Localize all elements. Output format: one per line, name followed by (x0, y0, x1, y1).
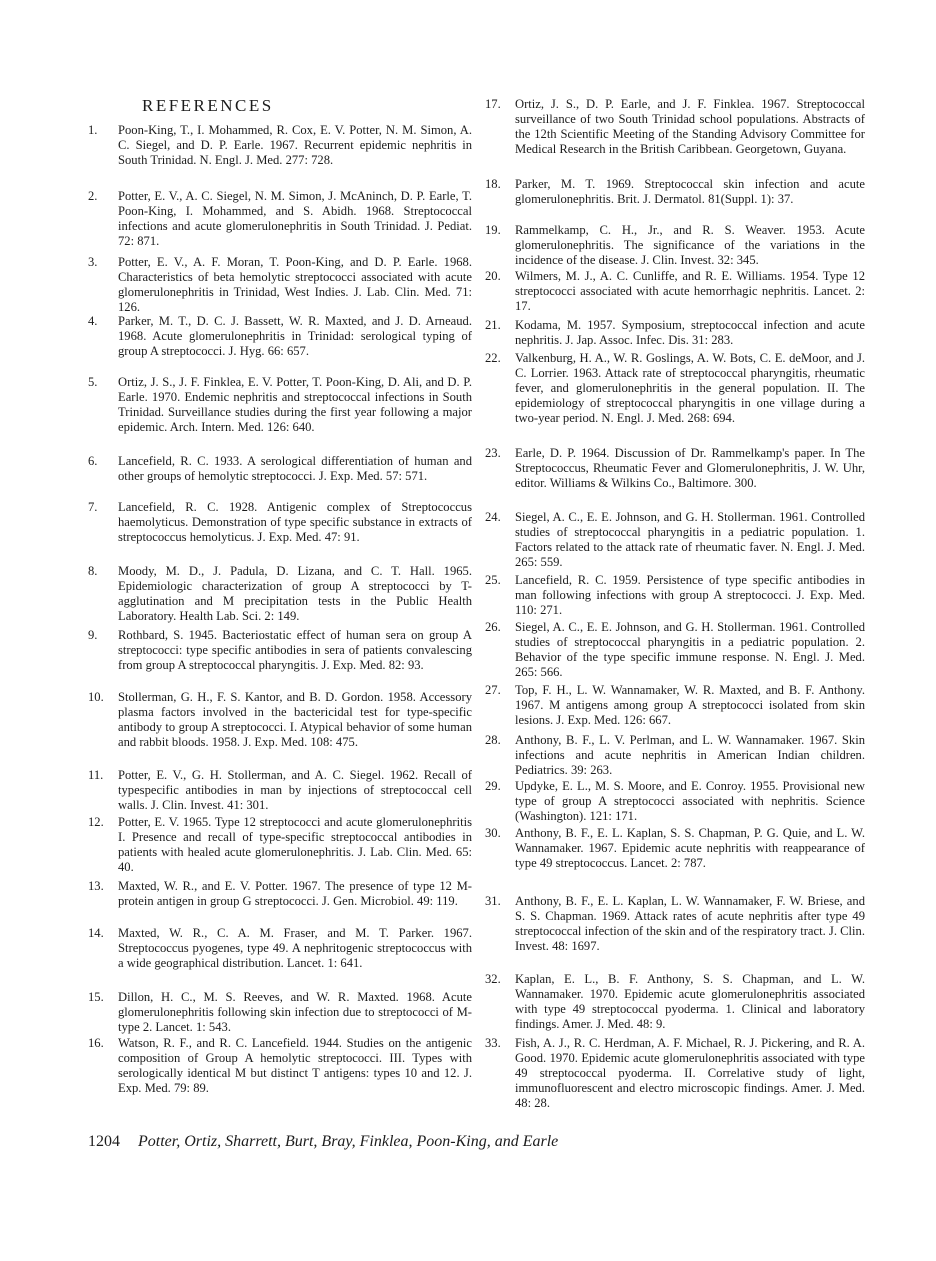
reference-item (88, 815, 472, 875)
reference-number: 11. (88, 768, 104, 782)
reference-text: Potter, E. V., G. H. Stollerman, and A. C. Siegel. 1962. Recall of typespecific antibodies in man by injections of streptococcal cell walls. J. Clin. Invest. 41: 301. (118, 768, 472, 813)
reference-item (88, 189, 472, 249)
reference-number: 31. (485, 894, 501, 908)
reference-number: 27. (485, 683, 501, 697)
reference-item (485, 318, 865, 348)
reference-item (88, 628, 472, 673)
reference-number: 8. (88, 564, 98, 578)
reference-text: Anthony, B. F., E. L. Kaplan, L. W. Wannamaker, F. W. Briese, and S. S. Chapman. 1969. Attack rates of acute nephritis after type 49 streptococcal infection of the skin and of the respiratory tract. J. Clin. Invest. 48: 1697. (515, 894, 865, 954)
reference-number: 18. (485, 177, 501, 191)
reference-item (485, 97, 865, 157)
reference-number: 13. (88, 879, 104, 893)
reference-item (485, 351, 865, 426)
reference-text: Potter, E. V., A. C. Siegel, N. M. Simon, J. McAninch, D. P. Earle, T. Poon-King, I. Mohammed, and S. Abidh. 1968. Streptococcal infections and acute glomerulonephritis in South Trinidad. J. Pediat. 72: 871. (118, 189, 472, 249)
reference-text: Watson, R. F., and R. C. Lancefield. 1944. Studies on the antigenic composition of Group A hemolytic streptococci. III. Types with serologically identical M but distinct T antigens: types 10 and 12. J. Exp. Med. 79: 89. (118, 1036, 472, 1096)
reference-text: Kodama, M. 1957. Symposium, streptococcal infection and acute nephritis. J. Jap. Assoc. Infec. Dis. 31: 283. (515, 318, 865, 348)
reference-text: Kaplan, E. L., B. F. Anthony, S. S. Chapman, and L. W. Wannamaker. 1970. Epidemic acute glomerulonephritis associated with type 49 streptococcal pyoderma. 1. Clinical and laboratory findings. Amer. J. Med. 48: 9. (515, 972, 865, 1032)
reference-text: Ortiz, J. S., J. F. Finklea, E. V. Potter, T. Poon-King, D. Ali, and D. P. Earle. 1970. Endemic nephritis and streptococcal infections in South Trinidad. Surveillance studies during the first year following a major epidemic. Arch. Intern. Med. 126: 640. (118, 375, 472, 435)
reference-text: Parker, M. T., D. C. J. Bassett, W. R. Maxted, and J. D. Arneaud. 1968. Acute glomerulonephritis in Trinidad: serological typing of group A streptococci. J. Hyg. 66: 657. (118, 314, 472, 359)
reference-text: Potter, E. V., A. F. Moran, T. Poon-King, and D. P. Earle. 1968. Characteristics of beta hemolytic streptococci associated with acute glomerulonephritis in Trinidad, West Indies. J. Lab. Clin. Med. 71: 126. (118, 255, 472, 315)
reference-text: Top, F. H., L. W. Wannamaker, W. R. Maxted, and B. F. Anthony. 1967. M antigens among group A streptococci isolated from skin lesions. J. Exp. Med. 126: 667. (515, 683, 865, 728)
reference-text: Dillon, H. C., M. S. Reeves, and W. R. Maxted. 1968. Acute glomerulonephritis following skin infection due to streptococci of M-type 2. Lancet. 1: 543. (118, 990, 472, 1035)
reference-number: 7. (88, 500, 98, 514)
reference-item (88, 1036, 472, 1096)
reference-text: Poon-King, T., I. Mohammed, R. Cox, E. V. Potter, N. M. Simon, A. C. Siegel, and D. P. Earle. 1967. Recurrent epidemic nephritis in South Trinidad. N. Engl. J. Med. 277: 728. (118, 123, 472, 168)
page-heading: REFERENCES (142, 96, 274, 115)
reference-number: 1. (88, 123, 98, 137)
reference-number: 4. (88, 314, 98, 328)
reference-number: 16. (88, 1036, 104, 1050)
reference-item (88, 454, 472, 484)
reference-number: 24. (485, 510, 501, 524)
reference-item (88, 768, 472, 813)
reference-text: Ortiz, J. S., D. P. Earle, and J. F. Finklea. 1967. Streptococcal surveillance of two South Trinidad school populations. Abstracts of the 12th Scientific Meeting of the Standing Advisory Committee for Medical Research in the British Caribbean. Georgetown, Guyana. (515, 97, 865, 157)
reference-number: 23. (485, 446, 501, 460)
reference-text: Lancefield, R. C. 1933. A serological differentiation of human and other groups of hemolytic streptococci. J. Exp. Med. 57: 571. (118, 454, 472, 484)
reference-item (485, 826, 865, 871)
reference-item (485, 223, 865, 268)
reference-text: Parker, M. T. 1969. Streptococcal skin infection and acute glomerulonephritis. Brit. J. Dermatol. 81(Suppl. 1): 37. (515, 177, 865, 207)
reference-text: Potter, E. V. 1965. Type 12 streptococci and acute glomerulonephritis I. Presence and recall of type-specific streptococcal antibodies in patients with healed acute glomerulonephritis. J. Lab. Clin. Med. 65: 40. (118, 815, 472, 875)
reference-number: 15. (88, 990, 104, 1004)
reference-text: Lancefield, R. C. 1959. Persistence of type specific antibodies in man following infections with group A streptococci. J. Exp. Med. 110: 271. (515, 573, 865, 618)
reference-number: 6. (88, 454, 98, 468)
reference-number: 5. (88, 375, 98, 389)
reference-number: 25. (485, 573, 501, 587)
reference-text: Maxted, W. R., and E. V. Potter. 1967. The presence of type 12 M-protein antigen in group G streptococci. J. Gen. Microbiol. 49: 119. (118, 879, 472, 909)
reference-item (88, 564, 472, 624)
reference-item (88, 314, 472, 359)
reference-text: Siegel, A. C., E. E. Johnson, and G. H. Stollerman. 1961. Controlled studies of streptococcal pharyngitis in a pediatric population. 2. Behavior of the type specific immune response. N. Engl. J. Med. 265: 566. (515, 620, 865, 680)
reference-item (88, 926, 472, 971)
reference-item (88, 255, 472, 315)
reference-item (88, 375, 472, 435)
reference-text: Updyke, E. L., M. S. Moore, and E. Conroy. 1955. Provisional new type of group A streptococci associated with nephritis. Science (Washington). 121: 171. (515, 779, 865, 824)
reference-text: Anthony, B. F., E. L. Kaplan, S. S. Chapman, P. G. Quie, and L. W. Wannamaker. 1967. Epidemic acute nephritis with reappearance of type 49 streptococcus. Lancet. 2: 787. (515, 826, 865, 871)
reference-item (485, 894, 865, 954)
reference-text: Wilmers, M. J., A. C. Cunliffe, and R. E. Williams. 1954. Type 12 streptococci associated with acute hemorrhagic nephritis. Lancet. 2: 17. (515, 269, 865, 314)
reference-item (485, 269, 865, 314)
reference-number: 17. (485, 97, 501, 111)
reference-item (88, 990, 472, 1035)
reference-number: 9. (88, 628, 98, 642)
running-authors: Potter, Ortiz, Sharrett, Burt, Bray, Finklea, Poon-King, and Earle (138, 1133, 559, 1150)
reference-number: 19. (485, 223, 501, 237)
reference-item (485, 733, 865, 778)
reference-item (485, 1036, 865, 1111)
reference-text: Valkenburg, H. A., W. R. Goslings, A. W. Bots, C. E. deMoor, and J. C. Lorrier. 1963. Attack rate of streptococcal pharyngitis, rheumatic fever, and glomerulonephritis in the general population. II. The epidemiology of streptococcal pharyngitis in one village during a two-year period. N. Engl. J. Med. 268: 694. (515, 351, 865, 426)
reference-text: Fish, A. J., R. C. Herdman, A. F. Michael, R. J. Pickering, and R. A. Good. 1970. Epidemic acute glomerulonephritis associated with type 49 streptococcal pyoderma. II. Correlative study of light, immunofluorescent and electro microscopic findings. Amer. J. Med. 48: 28. (515, 1036, 865, 1111)
reference-number: 2. (88, 189, 98, 203)
reference-item (485, 620, 865, 680)
reference-number: 30. (485, 826, 501, 840)
reference-item (485, 779, 865, 824)
reference-number: 32. (485, 972, 501, 986)
reference-item (485, 573, 865, 618)
reference-text: Moody, M. D., J. Padula, D. Lizana, and C. T. Hall. 1965. Epidemiologic characterization of group A streptococci by T-agglutination and M precipitation tests in the Public Health Laboratory. Health Lab. Sci. 2: 149. (118, 564, 472, 624)
reference-text: Rammelkamp, C. H., Jr., and R. S. Weaver. 1953. Acute glomerulonephritis. The significance of the variations in the incidence of the disease. J. Clin. Invest. 32: 345. (515, 223, 865, 268)
reference-number: 3. (88, 255, 98, 269)
reference-number: 26. (485, 620, 501, 634)
reference-text: Siegel, A. C., E. E. Johnson, and G. H. Stollerman. 1961. Controlled studies of streptococcal pharyngitis in a pediatric population. 1. Factors related to the attack rate of rheumatic faver. N. Engl. J. Med. 265: 559. (515, 510, 865, 570)
reference-text: Lancefield, R. C. 1928. Antigenic complex of Streptococcus haemolyticus. Demonstration of type specific substance in extracts of streptococcus hemolyticus. J. Exp. Med. 47: 91. (118, 500, 472, 545)
reference-item (88, 500, 472, 545)
reference-number: 12. (88, 815, 104, 829)
reference-number: 28. (485, 733, 501, 747)
reference-item (485, 510, 865, 570)
reference-item (485, 972, 865, 1032)
reference-text: Rothbard, S. 1945. Bacteriostatic effect of human sera on group A streptococci: type specific antibodies in sera of patients convalescing from group A streptococcal pharyngitis. J. Exp. Med. 82: 93. (118, 628, 472, 673)
page-number: 1204 (88, 1133, 120, 1150)
page-footer (88, 1133, 558, 1151)
reference-number: 22. (485, 351, 501, 365)
reference-number: 14. (88, 926, 104, 940)
reference-number: 29. (485, 779, 501, 793)
reference-text: Earle, D. P. 1964. Discussion of Dr. Rammelkamp's paper. In The Streptococcus, Rheumatic Fever and Glomerulonephritis, J. W. Uhr, editor. Williams & Wilkins Co., Baltimore. 300. (515, 446, 865, 491)
reference-number: 10. (88, 690, 104, 704)
reference-item (88, 123, 472, 168)
reference-number: 21. (485, 318, 501, 332)
reference-text: Stollerman, G. H., F. S. Kantor, and B. D. Gordon. 1958. Accessory plasma factors involved in the bactericidal test for type-specific antibody to group A streptococci. I. Atypical behavior of some human and rabbit bloods. 1958. J. Exp. Med. 108: 475. (118, 690, 472, 750)
reference-text: Maxted, W. R., C. A. M. Fraser, and M. T. Parker. 1967. Streptococcus pyogenes, type 49. A nephritogenic streptococcus with a wide geographical distribution. Lancet. 1: 641. (118, 926, 472, 971)
reference-number: 20. (485, 269, 501, 283)
reference-item (485, 446, 865, 491)
reference-item (88, 879, 472, 909)
reference-number: 33. (485, 1036, 501, 1050)
reference-text: Anthony, B. F., L. V. Perlman, and L. W. Wannamaker. 1967. Skin infections and acute nephritis in American Indian children. Pediatrics. 39: 263. (515, 733, 865, 778)
reference-item (485, 177, 865, 207)
reference-item (88, 690, 472, 750)
reference-item (485, 683, 865, 728)
